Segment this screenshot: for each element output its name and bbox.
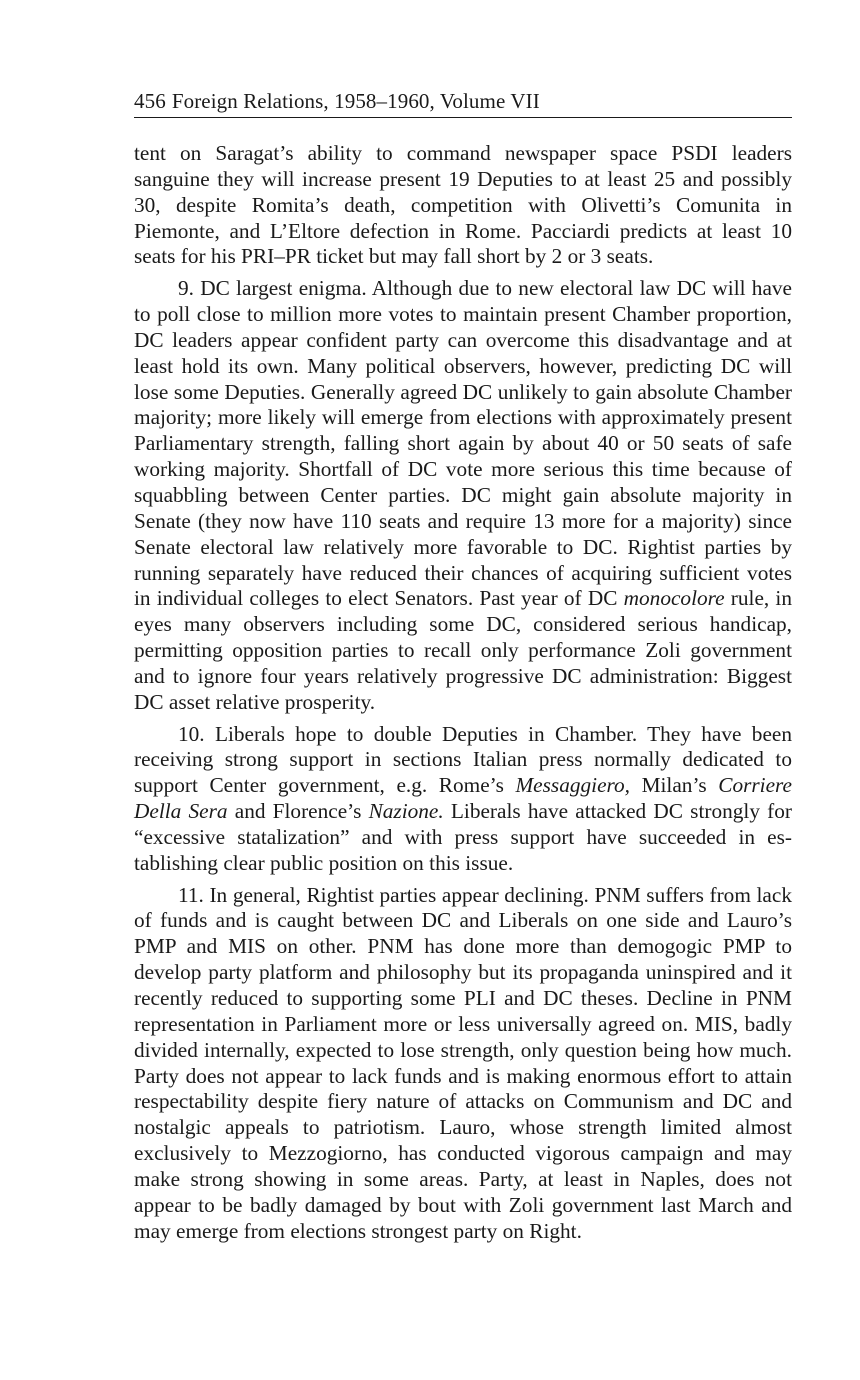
italic-term: monocolore — [623, 586, 725, 611]
paragraph-11 — [134, 883, 792, 1245]
paragraph-text: tent on Saragat’s ability to command newspaper space PSDI leaders sanguine they will increase present 19 Deputies to at least 25 and possibly 30, despite Romita’s death, competition with Olivetti’s Comunita in Piemonte, and L’Eltore defection in Rome. Pacciardi predicts at least 10 seats for his PRI–PR ticket but may fall short by 2 or 3 seats. — [134, 141, 792, 269]
paragraph-9 — [134, 276, 792, 715]
paragraph-text: 11. In general, Rightist parties appear declining. PNM suffers from lack of funds and is caught between DC and Liberals on one side and Lauro’s PMP and MIS on other. PNM has done more than demogogic PMP to develop party platform and philosophy but its propaganda uninspired and it recently reduced to supporting some PLI and DC theses. Decline in PNM representation in Parliament more or less universally agreed on. MIS, badly divided internally, expected to lose strength, only question being how much. Party does not appear to lack funds and is making enormous effort to attain respectability despite fiery nature of attacks on Communism and DC and nostalgic appeals to patriotism. Lauro, whose strength limited almost exclusively to Mezzogiorno, has conducted vigorous campaign and may make strong showing in some areas. Party, at least in Naples, does not appear to be badly damaged by bout with Zoli government last March and may emerge from elections strongest party on Right. — [134, 882, 792, 1243]
page-number: 456 — [134, 89, 166, 113]
paragraph-text: 9. DC largest enigma. Although due to new electoral law DC will have to poll close to million more votes to maintain present Chamber proportion, DC leaders appear confident party can overcome this disadvantage and at least hold its own. Many political observers, however, predicting DC will lose some Deputies. Generally agreed DC unlikely to gain absolute Chamber majority; more likely will emerge from elections with approximately present Parliamentary strength, falling short again by about 40 or 50 seats of safe working majority. Shortfall of DC vote more serious this time because of squabbling between Center parties. DC might gain absolute majority in Senate (they now have 110 seats and require 13 more for a majority) since Senate electoral law relatively more favorable to DC. Rightist parties by running separately have reduced their chances of acquiring sufficient votes in individual colleges to elect Senators. Past year of DC — [134, 276, 792, 611]
paragraph-text: Liberals have attacked DC strongly for “excessive statalization” and with press support have succeeded in establishing clear public position on this issue. — [134, 799, 792, 875]
italic-newspaper: Nazione. — [368, 799, 444, 824]
italic-newspaper: Messaggiero, — [515, 773, 630, 798]
paragraph-text: Milan’s — [630, 773, 719, 798]
paragraph-continued — [134, 141, 792, 270]
running-head — [134, 88, 792, 114]
paragraph-10 — [134, 722, 792, 877]
italic-newspaper: Corriere Della Sera — [134, 773, 792, 824]
body-text — [134, 141, 792, 1250]
header-rule — [134, 117, 792, 118]
paragraph-text: rule, in eyes many observers including some DC, considered serious handicap, permitting opposition parties to recall only performance Zoli government and to ignore four years relatively progressive DC administration: Biggest DC asset relative prosperity. — [134, 586, 792, 714]
paragraph-text: 10. Liberals hope to double Deputies in Chamber. They have been receiving strong support in sections Italian press normally dedicated to support Center government, e.g. Rome’s — [134, 721, 792, 798]
running-head-title: Foreign Relations, 1958–1960, Volume VII — [171, 89, 540, 113]
paragraph-text: and Florence’s — [227, 799, 369, 824]
